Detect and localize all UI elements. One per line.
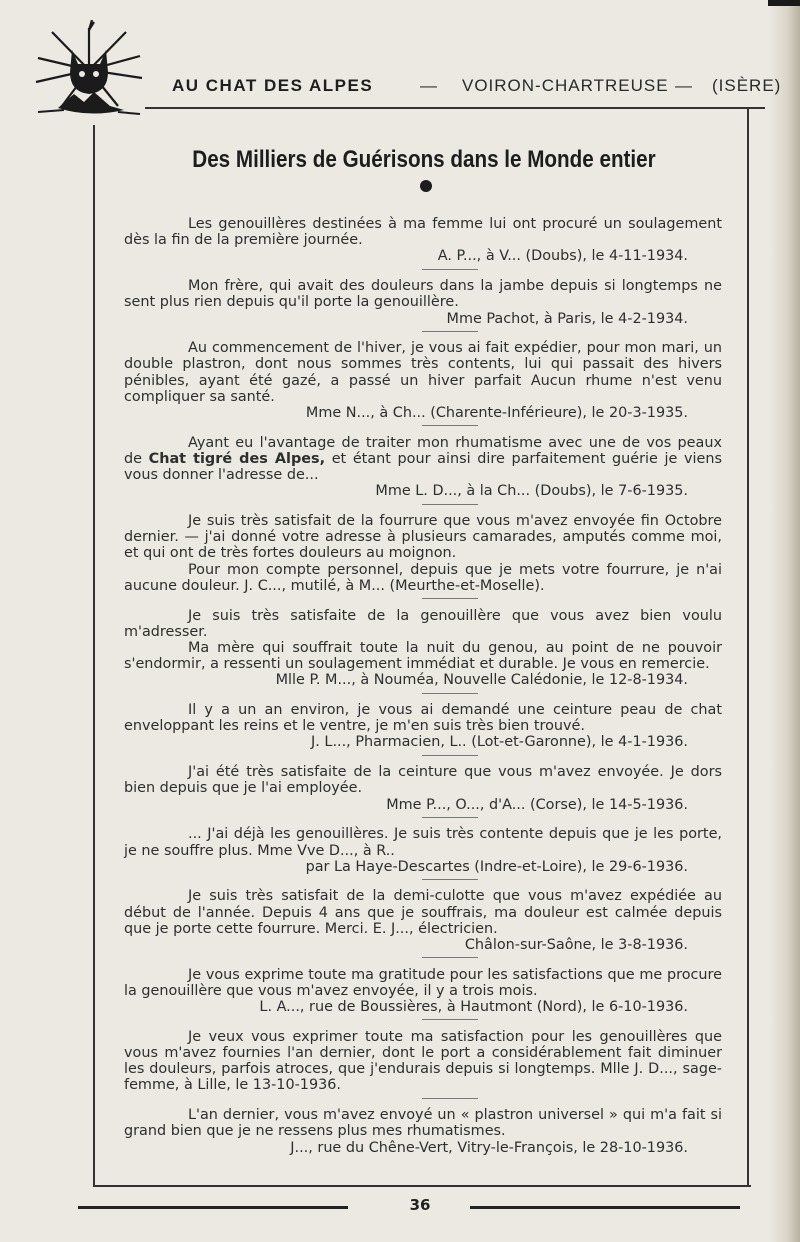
- testimonial: [124, 1107, 722, 1156]
- separator-rule: [422, 1098, 478, 1099]
- testimonial-signature: A. P..., à V... (Doubs), le 4-11-1934.: [437, 248, 688, 265]
- testimonial: [124, 340, 722, 426]
- testimonial: [124, 967, 722, 1021]
- testimonial: [124, 278, 722, 332]
- footer-rule-left: [78, 1206, 348, 1209]
- testimonial: [124, 608, 722, 694]
- testimonial-text: Je vous exprime toute ma gratitude pour les satisfactions que me procure la genouillère que vous m'avez envoyée, il y a trois mois.: [124, 966, 722, 999]
- separator-rule: [422, 879, 478, 880]
- testimonial: [124, 1029, 722, 1099]
- text-fragment: et étant pour ainsi dire parfaitement guérie je viens vous donner l'adresse de...: [124, 450, 723, 484]
- testimonial-text: Je suis très satisfaite de la genouillère que vous avez bien voulu m'adresser.: [124, 607, 722, 640]
- testimonial-signature: Mme P..., O..., d'A... (Corse), le 14-5-1936.: [386, 796, 688, 813]
- separator-rule: [422, 504, 478, 505]
- page-edge-shadow: [770, 0, 800, 1242]
- testimonial: [124, 435, 722, 505]
- testimonial-signature: J. L..., Pharmacien, L.. (Lot-et-Garonne), le 4-1-1936.: [311, 734, 688, 751]
- testimonial-signature: Mme N..., à Ch... (Charente-Inférieure), le 20-3-1935.: [305, 405, 688, 422]
- testimonial-text: Les genouillères destinées à ma femme lui ont procuré un soulagement dès la fin de la première journée.: [124, 216, 722, 249]
- testimonial: [124, 702, 722, 756]
- separator-rule: [422, 693, 478, 694]
- testimonial-text: Je suis très satisfait de la fourrure que vous m'avez envoyée fin Octobre dernier. — j'ai donné votre adresse à plusieurs camarades, amputés comme moi, et qui ont de très fortes douleurs au moignon.: [124, 513, 722, 562]
- testimonial: [124, 888, 722, 958]
- header-dash: —: [420, 76, 437, 95]
- separator-rule: [422, 817, 478, 818]
- headline: Des Milliers de Guérisons dans le Monde entier: [192, 146, 656, 173]
- testimonial-text: L'an dernier, vous m'avez envoyé un « plastron universel » qui m'a fait si grand bien que je ne ressens plus mes rhumatismes.: [124, 1107, 722, 1140]
- testimonial-text: Pour mon compte personnel, depuis que je mets votre fourrure, je n'ai aucune douleur. J. C..., mutilé, à M... (Meurthe-et-Moselle).: [124, 561, 722, 594]
- emphasis-text: Chat tigré des Alpes,: [148, 450, 326, 467]
- testimonial-signature: Mme L. D..., à la Ch... (Doubs), le 7-6-1935.: [375, 483, 688, 500]
- testimonial: [124, 216, 722, 270]
- testimonial-signature: J..., rue du Chêne-Vert, Vitry-le-François, le 28-10-1936.: [290, 1139, 688, 1156]
- testimonial-text: ... J'ai déjà les genouillères. Je suis très contente depuis que je les porte, je ne souffre plus. Mme Vve D..., à R..: [124, 826, 722, 859]
- header-title: AU CHAT DES ALPES: [172, 76, 374, 95]
- testimonial-text: Je veux vous exprimer toute ma satisfaction pour les genouillères que vous m'avez fournies l'an dernier, dont le port a considérablement fait diminuer les douleurs, parfois atroces, que j'endurais depuis si longtemps. Mlle J. D..., sage-femme, à Lille, le 13-10-1936.: [124, 1028, 722, 1094]
- testimonial-text: Au commencement de l'hiver, je vous ai fait expédier, pour mon mari, un double plastron, dont nous sommes très contents, lui qui passait des hivers pénibles, ayant été gazé, a passé un hiver parfait Aucun rhume n'est venu compliquer sa santé.: [124, 340, 722, 405]
- text-fragment: Ayant eu l'avantage de traiter mon rhumatisme avec une de vos peaux de: [124, 434, 722, 467]
- separator-rule: [422, 331, 478, 332]
- corner-mark: [768, 0, 800, 6]
- separator-rule: [422, 1019, 478, 1020]
- separator-rule: [422, 957, 478, 958]
- testimonial: [124, 513, 722, 599]
- testimonial-signature: Châlon-sur-Saône, le 3-8-1936.: [464, 937, 688, 954]
- separator-rule: [422, 755, 478, 756]
- header-region: (ISÈRE): [712, 76, 782, 95]
- testimonial-text: Mon frère, qui avait des douleurs dans la jambe depuis si longtemps ne sent plus rien depuis qu'il porte la genouillère.: [124, 278, 722, 311]
- headline-bullet: [420, 180, 432, 192]
- footer-rule-right: [470, 1206, 740, 1209]
- separator-rule: [422, 598, 478, 599]
- separator-rule: [422, 425, 478, 426]
- testimonial-signature: L. A..., rue de Boussières, à Hautmont (Nord), le 6-10-1936.: [259, 999, 688, 1016]
- testimonial-text: J'ai été très satisfaite de la ceinture que vous m'avez envoyée. Je dors bien depuis que je l'ai employée.: [124, 764, 722, 797]
- testimonial: [124, 826, 722, 880]
- testimonial-signature: Mlle P. M..., à Nouméa, Nouvelle Calédonie, le 12-8-1934.: [275, 672, 688, 689]
- testimonial-signature: par La Haye-Descartes (Indre-et-Loire), le 29-6-1936.: [305, 858, 688, 875]
- testimonial-text: Ma mère qui souffrait toute la nuit du genou, au point de ne pouvoir s'endormir, a ressenti un soulagement immédiat et durable. Je vous en remercie.: [124, 639, 722, 673]
- header-city: VOIRON-CHARTREUSE: [462, 76, 669, 95]
- testimonial: [124, 764, 722, 818]
- separator-rule: [422, 269, 478, 270]
- header-dash: —: [675, 76, 692, 95]
- testimonial-text: [124, 435, 722, 484]
- testimonial-signature: Mme Pachot, à Paris, le 4-2-1934.: [446, 310, 688, 327]
- testimonials-list: [124, 216, 722, 1164]
- testimonial-text: Je suis très satisfait de la demi-culotte que vous m'avez expédiée au début de l'année. Depuis 4 ans que je souffrais, ma douleur est calmée depuis que je porte cette fourrure. Merci. E. J..., électricien.: [124, 888, 722, 937]
- page-number: 36: [409, 1196, 431, 1214]
- testimonial-text: Il y a un an environ, je vous ai demandé une ceinture peau de chat enveloppant les reins et le ventre, je m'en suis très bien trouvé.: [124, 702, 722, 735]
